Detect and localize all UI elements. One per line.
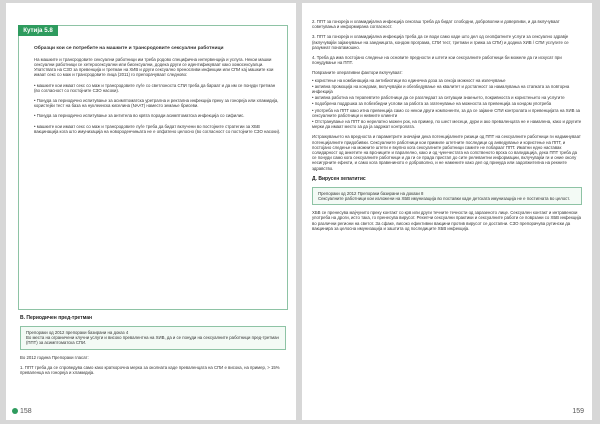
recommendation-line: Во места на ограничени клучни услуги и високо превалентна на ХИВ, да и се понуди на сексуалните работници пред-третман (ППТ) за асимптоматска СПИ. <box>26 335 279 346</box>
box-bullet: • Понуда за периодично испитување за асимптоматска уретрална и ректална инфекција преку за гонореја или хламидија, користејќи тест на база на нуклеинска киселина (NAAT) наместо земање брисеви. <box>34 98 279 109</box>
recommendation-line: Сексуалните работници кои изложени на ХБВ имунизација во поставки каде детската имунизација не е постигната во целост. <box>318 196 570 202</box>
bullet-item: • користење на комбинација на антибиотици во единечна доза за секоја можност на излечување <box>312 77 506 83</box>
section-b-heading: В. Периодичен пред-третман <box>20 315 93 321</box>
bullet-item: • активна промоција на кондоми, вклучувајќи и обезбедување на квалитет и достапност за намалувања на стапката за повторна инфекција <box>312 83 570 95</box>
box-title: Образци кои се потребите на машките и трансродовите сексуални работници <box>34 46 224 51</box>
right-body <box>312 19 582 236</box>
recommendation-line: Препораки од 2012 Препораки базирани на докази 8 <box>318 190 424 196</box>
box-paragraph: На машките и трансродовите сексуални работници им треба родово специфична интервенција и услуга. Некои машки сексуални работници се хетеросексуални или бисексуални, додека други се идентификуваат како хомосексуалци. Упатствата на СЗО за превенција и третман на ХИВ и други сексуално преносливи инфекции или СПИ кај машките кои имаат секс со маж и трансродовите лица (2011) го препорачуваат следново: <box>34 56 274 78</box>
bullet-item: • подобрена поддршка за побезбедни услови за работа за згатенување на можноста за превенција за кондом употреба <box>312 101 552 107</box>
bullet-item: • активна работна на терапевтите работници да се разгледаат за ситуации знаењето, покривноста и користењето на услугите <box>312 95 565 101</box>
left-page <box>6 3 296 420</box>
body-paragraph: 1. ППТ треба да се спроведува само како краткорочна мерка за околната каде преваленцата на СПИ е висока, на пример, > 15% преваленца на гонореја и хламидија. <box>20 364 280 376</box>
body-paragraph: Поврзаните оперативни фактори вклучуваат: <box>312 70 403 76</box>
body-paragraph: 2. ППТ за гонореја и хламидијална инфекција секогаш треба да бидат слободни, доброволни и доверливи, и да вклучуваат советувања и информирана согласност. <box>312 19 560 30</box>
body-paragraph: 3. ППТ за гонореја и хламидијална инфекција треба да се води само каде што дел од сеопфатните услуги за сексуално здравје (вклучувајќи зајакнување на заедницата, кондом програма, СПИ тест, третман и грижа за СПИ) и додека ХИВ / СПИ услугите се разумеат понатамошно. <box>312 34 569 50</box>
page-number-right: 159 <box>572 408 584 415</box>
bullet-item: • Отстранување на ППТ во нерелатно можен рок, на пример, по шест месеци, дури и ако преваленцата не е намалена, како и другите мерки да имаат место за да ја задржат контролата. <box>312 119 582 130</box>
box-label: Кутија 5.8 <box>18 25 58 36</box>
recommendation-box <box>312 187 582 205</box>
page-number-text: 158 <box>20 408 32 415</box>
recommendation-box <box>20 326 286 350</box>
body-paragraph: Истражувањето на вредноста и параметрите значајни дека потенцијалните ризици од ППТ на сексуалните работници ги надминуваат потенцијалните придобивки. Сексуалните работници кои примиле штетните последици од анведување и користење на ППТ, и постојано следење на можните штети е вкупно кога сексуалните работници самите не побараат ППТ. Иматни едно наставак солидарност од анкетите на врсниците и паралелно, како и од чуенчестата на сопственото врска со валидација, дека ППТ треба да се понуди само кога сексуалните работници и да ги се прада пристап до сите релевантни информации, вклучувајќи ги и оние околу несигурните ефекти, и само кога правениното е доброволно, и не намените како дел од принуда или задолжителна на рекните здравство. <box>312 134 581 171</box>
box-bullet: • Понуда за периодично испитување за антитела во крвта поради асимптоматска инфекција со сифилис. <box>34 113 245 119</box>
body-paragraph: Во 2012 година Препораки гласат: <box>20 354 89 360</box>
box-bullet: • машките кои имаат секс со маж и трансродовите луѓе треба да бидат вклучени во постојните стратегии за ХБВ вакцинација кога што имунизација на новороденчињата не е опфатено целосно (во согласност со постојните СЗО насоки). <box>34 123 281 134</box>
right-page <box>302 3 592 420</box>
recommendation-line: Препораки од 2012 препораки базирани на доказ 4 <box>26 330 129 335</box>
body-paragraph: 4. Треба да има постојано следење на основите предности и штети кои сексуалните работници би можеле да ги искусат при понудување на ППТ. <box>312 55 562 66</box>
bullet-item: • употреба на ППТ како итна превенција само со некои други компоненти, за да се зајакне СПИ контролата и превенцијата на ХИВ за сексуалните работници и нивните клиенти <box>312 107 581 118</box>
left-lower <box>20 315 286 380</box>
page-number-left <box>12 408 32 415</box>
box-body <box>34 46 282 139</box>
box-bullet: • машките кои имаат секс со маж и трансродовите луѓе со светлоноста СПИ треба да бараат и да им се понуди третман (во согласност со постојните СЗО насоки). <box>34 82 276 93</box>
body-paragraph: ХБВ се пренесува мајчунито преку контакт со крв или други течните течности од заразеното лице. Сексуален контакт и интравенски употреба на дроги, исто така, го пренесува вирусот. Рехепчи сексуални практики и сексуалните работи се поврзани со ХБВ инфекција во различни региони на светот. За сфаке, високо ефективни вакцини против вирусот се достапни. СЗО препорачува рутински да вакцинира за целосна имунизација и заштита од последиците ХБВ инфекција. <box>312 210 582 231</box>
section-d-heading: Д. Вирусен хепатитис <box>312 175 366 182</box>
logo-icon <box>12 408 18 414</box>
